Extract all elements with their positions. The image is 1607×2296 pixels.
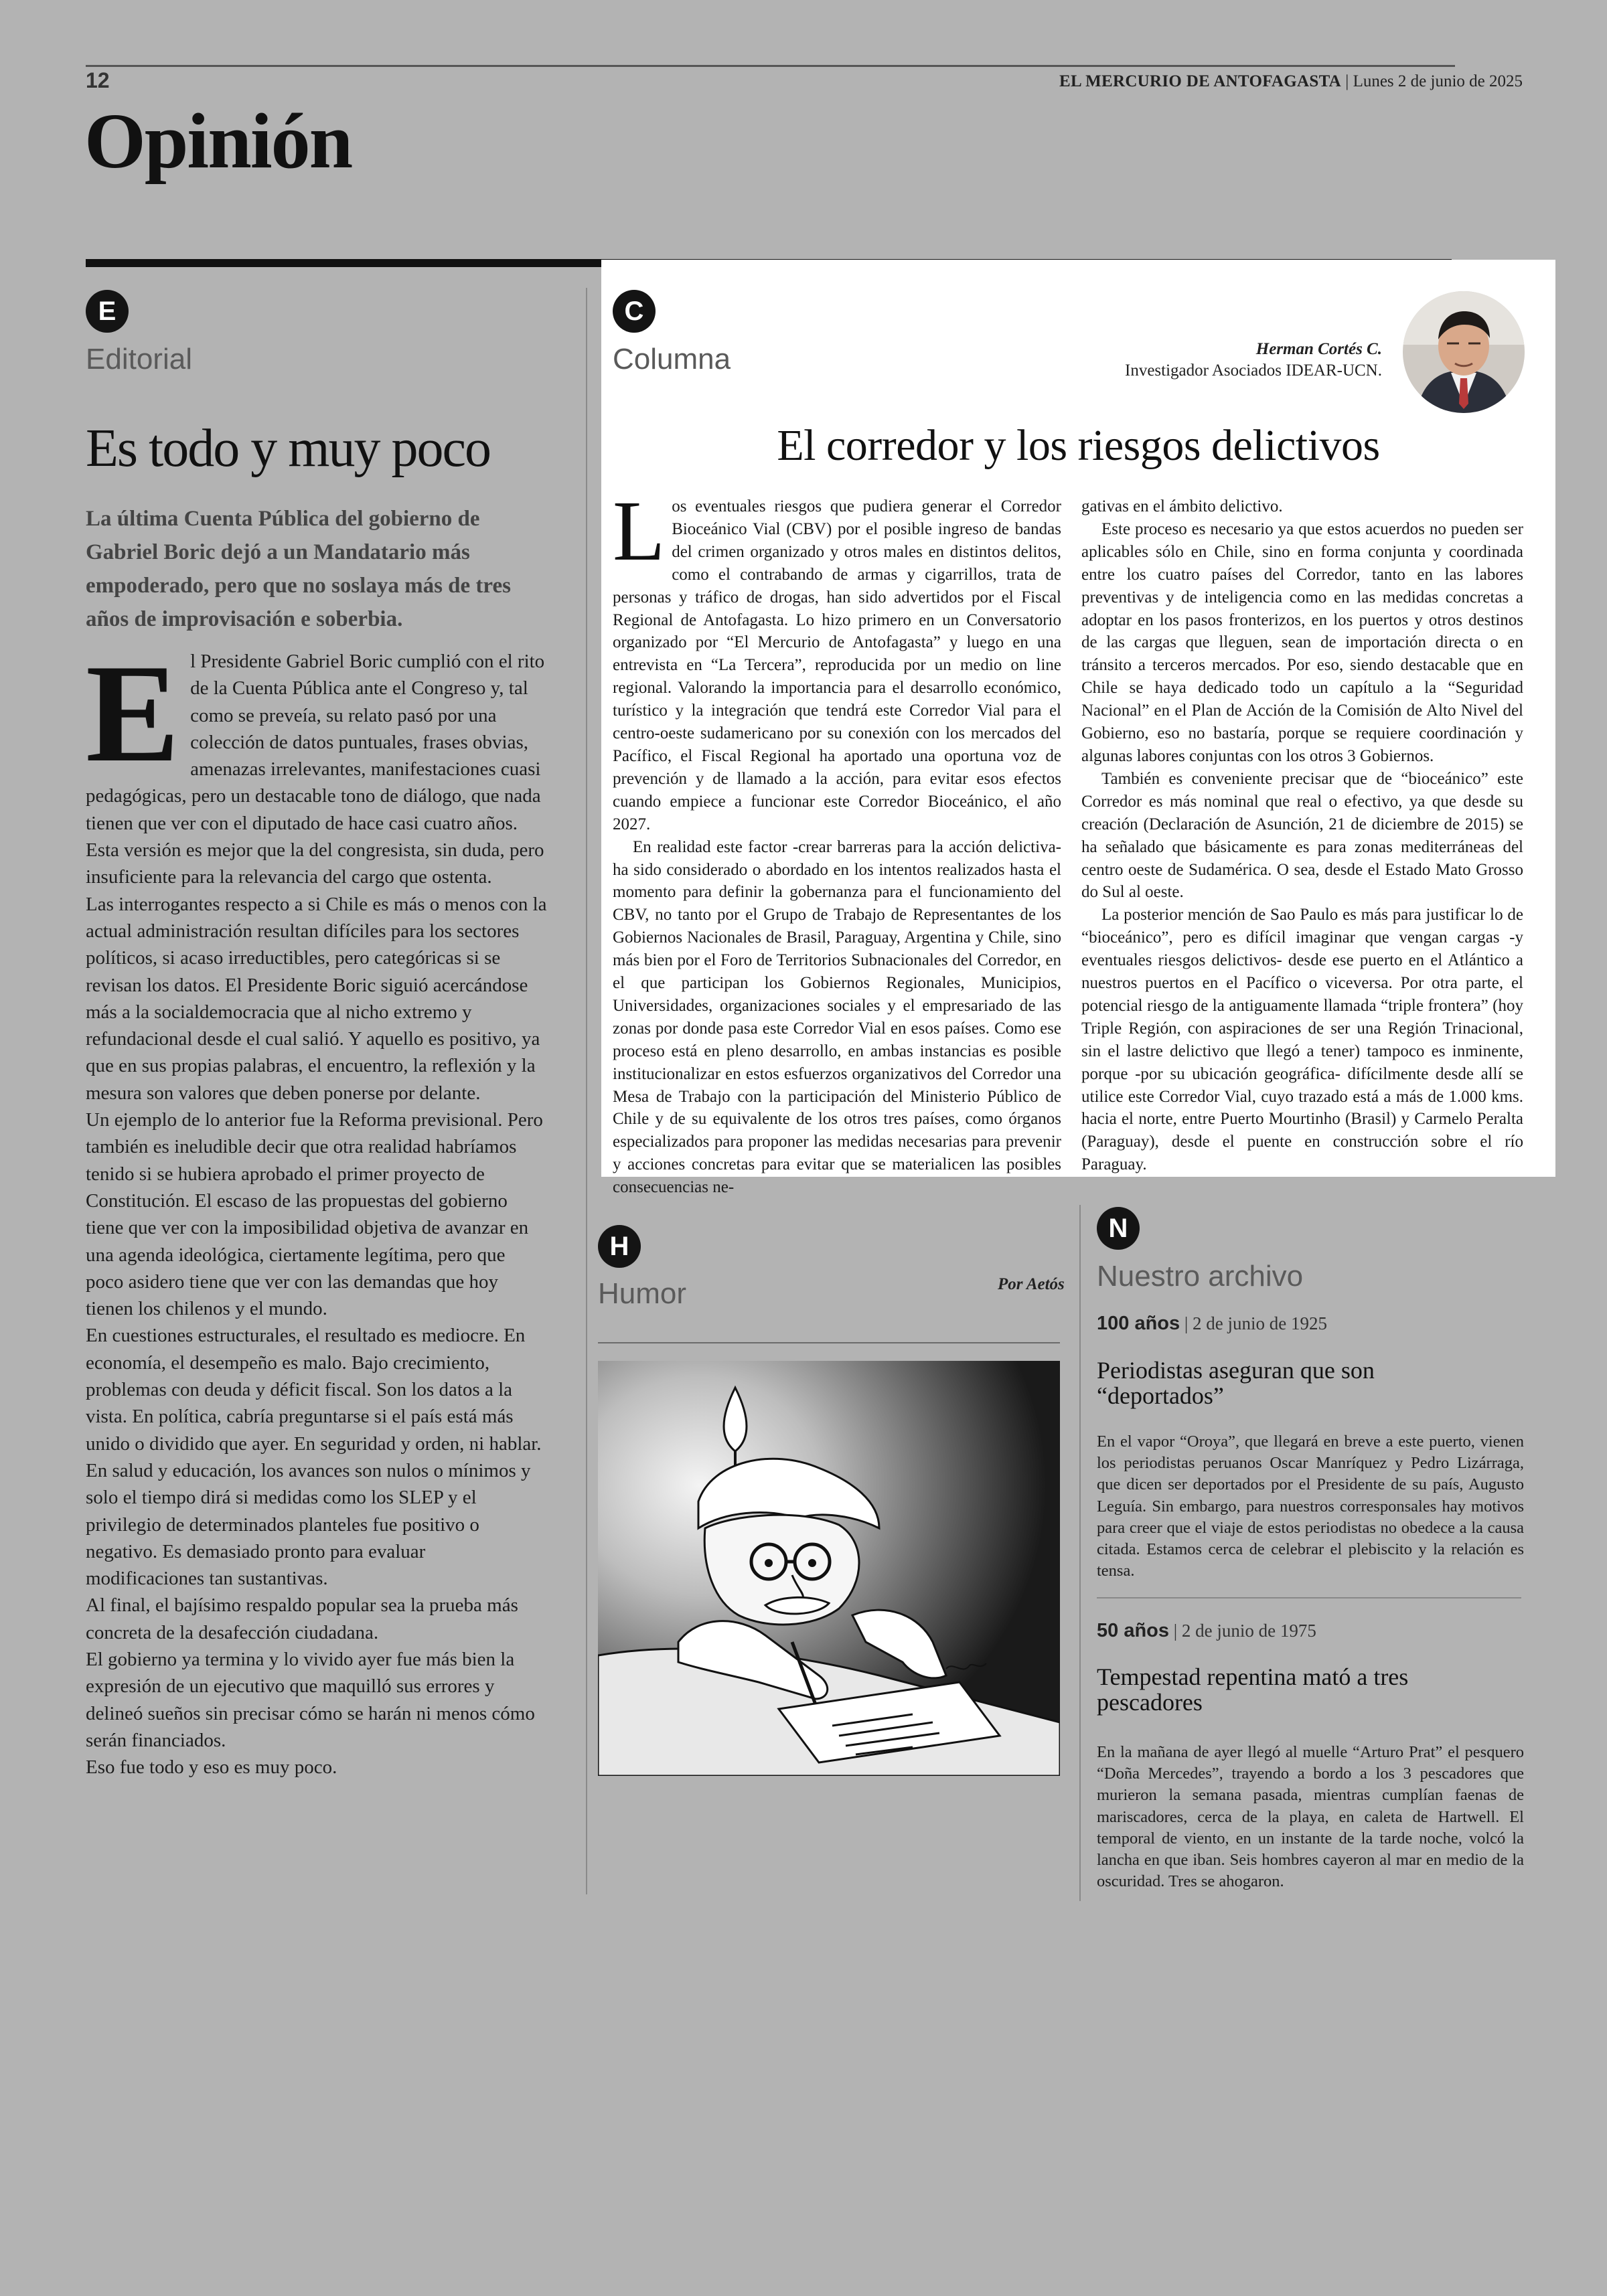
column-paragraph: gativas en el ámbito delictivo. — [1081, 497, 1283, 515]
archive-stamp: 50 años | 2 de junio de 1975 — [1097, 1620, 1316, 1641]
archive-headline: Periodistas aseguran que son “deportados” — [1097, 1357, 1375, 1409]
header-rule — [86, 65, 1455, 67]
archive-headline: Tempestad repentina mató a tres pescadores — [1097, 1663, 1409, 1716]
column-paragraph: También es conveniente precisar que de “bioceánico” este Corredor es más nominal que real o efectivo, ya que desde su creación (Declaración de Asunción, 21 de diciembre de 2015) se ha señalado que básicamente es para zonas mediterráneas del centro oeste de Sudamérica. O sea, desde el Estado Mato Grosso do Sul al oeste. — [1081, 769, 1523, 902]
column-dropcap: L — [613, 483, 666, 578]
humor-byline: Por Aetós — [998, 1275, 1065, 1293]
editorial-paragraph: Las interrogantes respecto a si Chile es más o menos con la actual administración resultan difíciles para los sectores políticos, si acaso irreductibles, pero categóricas si se revisan los datos. El Presidente Boric siguió acercándose más a la socialdemocracia que al nicho extremo y refundacional desde el cual salió. Y aquello es positivo, ya que en sus propias palabras, el encuentro, la reflexión y la mesura son valores que deben ponerse por delante. — [86, 893, 547, 1104]
column-title: El corredor y los riesgos delictivos — [777, 421, 1380, 470]
newspaper-name: EL MERCURIO DE ANTOFAGASTA — [1059, 72, 1342, 90]
column-text-left — [613, 483, 1061, 1199]
editorial-paragraph: Eso fue todo y eso es muy poco. — [86, 1756, 337, 1779]
cartoon-illustration — [598, 1361, 1060, 1776]
editorial-kicker: Editorial — [86, 343, 192, 376]
editorial-paragraph: En cuestiones estructurales, el resultado es mediocre. En economía, el desempeño es malo. Bajo crecimiento, problemas con deuda y déficit fiscal. Son los datos a la vista. En política, cabría preguntarse si el país está más unido o dividido que ayer. En seguridad y orden, ni hablar. En salud y educación, los avances son nulos o mínimos y solo el tiempo dirá si medidas como los SLEP y el privilegio de determinados planteles fue positivo o negativo. Es demasiado pronto para evaluar modificaciones tan sustantivas. — [86, 1325, 542, 1590]
humor-kicker: Humor — [598, 1277, 687, 1310]
editorial-title: Es todo y muy poco — [86, 419, 490, 478]
archive-kicker: Nuestro archivo — [1097, 1260, 1304, 1293]
editorial-badge: E — [86, 290, 129, 333]
archive-badge: N — [1097, 1207, 1140, 1250]
archive-text: En el vapor “Oroya”, que llegará en breve a este puerto, vienen los periodistas peruanos Oscar Manríquez y Pedro Lizárraga, que dicen ser deportados por el Presidente de su país, Augusto Leguía. Sin embargo, para nuestros corresponsales hay motivos para creer que el viaje de estos periodistas no obedece a la causa citada. Estamos cerca de celebrar el plebiscito y la relación es tensa. — [1097, 1432, 1524, 1580]
column-author: Herman Cortés C. — [1255, 340, 1382, 358]
editorial-paragraph: El Presidente Gabriel Boric cumplió con el rito de la Cuenta Pública ante el Congreso y, tal como se preveía, su relato pasó por una colección de datos puntuales, frases obvias, amenazas irrelevantes, manifestaciones cuasi pedagógicas, pero un destacable tono de diálogo, que nada tienen que ver con el diputado de hace casi cuatro años. — [86, 636, 545, 834]
editorial-paragraph: El gobierno ya termina y lo vivido ayer fue más bien la expresión de un ejecutivo que maquilló sus errores y delineó sueños sin precisar cómo se harán ni menos cómo serán financiados. — [86, 1648, 535, 1751]
section-title: Opinión — [84, 97, 352, 185]
editorial-dropcap: E — [86, 636, 180, 791]
column-paragraph: En realidad este factor -crear barreras para la acción delictiva- ha sido considerado o abordado en los intentos realizados hasta el momento para definir la gobernanza para el funcionamiento del CBV, no tanto por el Grupo de Trabajo de Representantes de los Gobiernos Nacionales de Brasil, Paraguay, Argentina y Chile, sino más bien por el Foro de Territorios Subnacionales del Corredor, en el que participan los Gobiernos Regionales, Municipios, Universidades, organizaciones sociales y el empresariado de las zonas por donde pasa este Corredor Vial en esos países. Como ese proceso está en pleno desarrollo, en ambas instancias es posible institucionalizar en estos esfuerzos organizativos del Corredor una Mesa de Trabajo con la participación del Ministerio Público de Chile y de su equivalente de los otros tres países, como órganos especializados para proponer las medidas necesarias para prevenir y acciones concretas para evitar que se materialicen las posibles consecuencias ne- — [613, 837, 1061, 1197]
column-paragraph: Este proceso es necesario ya que estos acuerdos no pueden ser aplicables sólo en Chile, sino en forma conjunta y coordinada entre los cuatro países del Corredor, tanto en las labores preventivas y de inteligencia como en las medidas concretas a adoptar en los pasos fronterizos, en los puertos y otros destinos de las cargas que lleguen, sean de importación directa o en tránsito a terceros mercados. Por eso, siendo destacable que en Chile se haya dedicado todo un capítulo a la “Seguridad Nacional” en el Plan de Acción de la Comisión de Alto Nivel del Gobierno, eso no bastaría, porque se requiere coordinación y algunas labores conjuntas con los otros 3 Gobiernos. — [1081, 519, 1523, 765]
column-divider — [586, 288, 587, 1894]
editorial-paragraph: Esta versión es mejor que la del congresista, sin duda, pero insuficiente para la relevancia del cargo que ostenta. — [86, 839, 544, 888]
column-divider — [1079, 1205, 1081, 1901]
column-paragraph: Los eventuales riesgos que pudiera generar el Corredor Bioceánico Vial (CBV) por el posible ingreso de bandas del crimen organizado y otros males en distintos delitos, como el contrabando de armas y cigarrillos, trata de personas y tráfico de drogas, han sido advertidos por el Fiscal Regional de Antofagasta. Lo hizo primero en un Conversatorio organizado por “El Mercurio de Antofagasta” y luego en una entrevista en “La Tercera”, reproducida por un medio on line regional. Valorando la importancia para el desarrollo económico, turístico y la integración que tendrá este Corredor Vial para el centro-oeste sudamericano por su conexión con los mercados del Pacífico, el Fiscal Regional ha aportado una oportuna voz de prevención y de llamado a la acción, para evitar esos efectos cuando empiece a funcionar este Corredor Bioceánico, el año 2027. — [613, 483, 1061, 833]
humor-rule — [598, 1342, 1060, 1343]
column-kicker: Columna — [613, 343, 731, 376]
column-paragraph: La posterior mención de Sao Paulo es más para justificar lo de “bioceánico”, pero es difícil imaginar que vengan cargas -y eventuales riesgos delictivos- desde ese puerto en el Atlántico a nuestros puertos en el Pacífico o viceversa. Por otra parte, el potencial riesgo de la antiguamente llamada “triple frontera” (hoy Triple Región, con aspiraciones de ser una Región Trinacional, sin el lastre delictivo que llegó a tener) tampoco es inminente, porque -por su ubicación geográfica- difícilmente desde allí se utilice este Corredor Vial, cuyo trazado está a más de 1.000 kms. hacia el norte, entre Puerto Mourtinho (Brasil) y Carmelo Peralta (Paraguay), desde el puente en construcción sobre el río Paraguay. — [1081, 906, 1523, 1174]
page-number: 12 — [86, 68, 110, 92]
archive-text: En la mañana de ayer llegó al muelle “Arturo Prat” el pesquero “Doña Mercedes”, trayendo a bordo a los 3 pescadores que murieron la semana pasada, mientras cumplían faenas de mariscadores, cerca de la playa, en caleta de Hartwell. El temporal de viento, en un instante de la tarde noche, volcó la lancha en que iban. Seis hombres cayeron al mar en medio de la oscuridad. Tres se ahogaron. — [1097, 1743, 1524, 1891]
masthead: EL MERCURIO DE ANTOFAGASTA | Lunes 2 de junio de 2025 — [1059, 72, 1523, 90]
editorial-paragraph: Un ejemplo de lo anterior fue la Reforma previsional. Pero también es ineludible decir que otra realidad habríamos tenido si se hubiera aprobado el primer proyecto de Constitución. El escaso de las propuestas del gobierno tiene que ver con la imposibilidad objetiva de avanzar en una agenda ideológica, ciertamente legítima, pero que poco asidero tiene que ver con las demandas que hoy tienen los chilenos y el mundo. — [86, 1109, 543, 1320]
column-badge: C — [613, 290, 656, 333]
archive-stamp: 100 años | 2 de junio de 1925 — [1097, 1313, 1328, 1334]
author-avatar — [1403, 291, 1525, 413]
archive-rule — [1097, 1597, 1521, 1598]
column-author-role: Investigador Asociados IDEAR-UCN. — [1125, 361, 1382, 380]
column-text-right — [1081, 495, 1523, 1176]
editorial-paragraph: Al final, el bajísimo respaldo popular sea la prueba más concreta de la desafección ciudadana. — [86, 1594, 518, 1643]
editorial-lead: La última Cuenta Pública del gobierno de Gabriel Boric dejó a un Mandatario más empoderado, pero que no soslaya más de tres años de improvisación e soberbia. — [86, 507, 511, 631]
humor-badge: H — [598, 1225, 641, 1268]
editorial-body — [86, 636, 548, 1781]
issue-date: Lunes 2 de junio de 2025 — [1353, 72, 1523, 90]
